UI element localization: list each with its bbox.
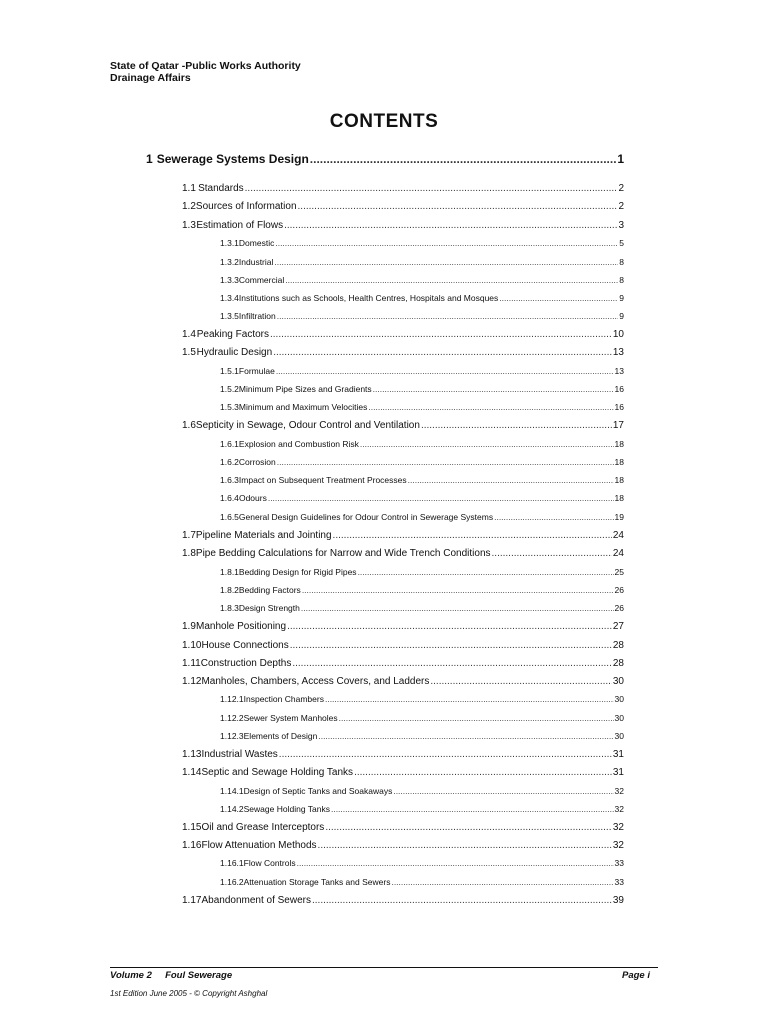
toc-entry-title: Septicity in Sewage, Odour Control and Ventilation [195, 420, 420, 431]
toc-entry-title: Bedding Design for Rigid Pipes [238, 567, 357, 577]
toc-dot-leader [373, 384, 614, 394]
toc-dot-leader [318, 840, 612, 851]
toc-entry[interactable] [182, 220, 624, 231]
header-department: Drainage Affairs [110, 72, 191, 84]
toc-entry[interactable] [182, 749, 624, 760]
toc-entry-title: Standards [198, 183, 244, 194]
toc-entry-title: House Connections [201, 640, 289, 651]
toc-entry-number: 1.3.5 [220, 311, 239, 321]
toc-entry[interactable] [220, 493, 624, 503]
toc-entry-title: Pipeline Materials and Jointing [195, 530, 332, 541]
toc-entry[interactable] [220, 694, 624, 704]
toc-entry-number: 1.2 [182, 201, 196, 212]
toc-entry-page: 25 [614, 567, 624, 577]
toc-entry-page: 31 [612, 767, 624, 778]
toc-entry-title: Industrial [238, 257, 274, 267]
toc-entry-title: Hydraulic Design [196, 347, 273, 358]
toc-dot-leader [279, 749, 612, 760]
toc-entry-number: 1.12.2 [220, 713, 244, 723]
toc-entry-page: 27 [612, 621, 624, 632]
toc-entry[interactable] [146, 152, 624, 166]
toc-entry[interactable] [182, 676, 624, 687]
toc-entry-title: Minimum Pipe Sizes and Gradients [238, 384, 372, 394]
toc-entry-number: 1.8.1 [220, 567, 239, 577]
toc-entry-number: 1.3 [182, 220, 196, 231]
toc-entry[interactable] [220, 384, 624, 394]
toc-dot-leader [358, 567, 614, 577]
toc-dot-leader [268, 493, 614, 503]
toc-entry-number: 1.12.3 [220, 731, 244, 741]
toc-entry-page: 32 [614, 786, 624, 796]
toc-entry-number: 1.9 [182, 621, 196, 632]
toc-entry-number: 1.14.2 [220, 804, 244, 814]
toc-entry-page: 9 [619, 311, 624, 321]
toc-entry[interactable] [182, 329, 624, 340]
toc-entry-page: 30 [612, 676, 624, 687]
toc-dot-leader [245, 183, 618, 194]
toc-entry-title: Bedding Factors [238, 585, 301, 595]
toc-entry-number: 1 [146, 152, 153, 166]
toc-dot-leader [391, 877, 613, 887]
toc-entry-number: 1.14.1 [220, 786, 244, 796]
toc-entry-number: 1.3.3 [220, 275, 239, 285]
toc-entry-title: Explosion and Combustion Risk [238, 439, 359, 449]
toc-dot-leader [354, 767, 612, 778]
toc-entry-title: Impact on Subsequent Treatment Processes [238, 475, 407, 485]
toc-dot-leader [298, 201, 618, 212]
toc-entry-page: 16 [614, 402, 624, 412]
toc-entry-number: 1.4 [182, 329, 196, 340]
toc-entry-number: 1.5.1 [220, 366, 239, 376]
toc-entry[interactable] [220, 713, 624, 723]
toc-dot-leader [292, 658, 612, 669]
toc-entry-number: 1.15 [182, 822, 202, 833]
toc-entry-page: 26 [614, 585, 624, 595]
toc-entry-title: Elements of Design [243, 731, 318, 741]
toc-entry-page: 32 [614, 804, 624, 814]
toc-entry-title: Abandonment of Sewers [201, 895, 311, 906]
toc-entry-page: 24 [612, 530, 624, 541]
toc-entry[interactable] [220, 311, 624, 321]
toc-entry-number: 1.14 [182, 767, 202, 778]
toc-entry[interactable] [182, 640, 624, 651]
toc-entry[interactable] [182, 621, 624, 632]
toc-entry-title: Manhole Positioning [196, 621, 287, 632]
toc-dot-leader [284, 220, 617, 231]
toc-dot-leader [312, 895, 612, 906]
toc-entry-number: 1.12 [182, 676, 202, 687]
toc-entry[interactable] [220, 731, 624, 741]
toc-dot-leader [274, 257, 618, 267]
toc-entry-page: 26 [614, 603, 624, 613]
toc-entry-title: Design Strength [238, 603, 300, 613]
toc-entry-title: Sources of Information [195, 201, 297, 212]
toc-entry[interactable] [182, 822, 624, 833]
toc-entry-title: Attenuation Storage Tanks and Sewers [243, 877, 391, 887]
toc-entry-number: 1.8 [182, 548, 196, 559]
footer-divider [110, 967, 658, 968]
toc-entry[interactable] [220, 475, 624, 485]
toc-entry-title: Odours [238, 493, 267, 503]
toc-entry-page: 24 [612, 548, 624, 559]
toc-dot-leader [275, 238, 618, 248]
toc-entry-number: 1.13 [182, 749, 202, 760]
toc-entry-title: Sewage Holding Tanks [243, 804, 330, 814]
toc-entry-page: 39 [612, 895, 624, 906]
toc-entry[interactable] [220, 804, 624, 814]
toc-entry-page: 9 [619, 293, 624, 303]
toc-entry-page: 33 [614, 877, 624, 887]
toc-entry-number: 1.1 [182, 183, 196, 194]
toc-dot-leader [285, 275, 618, 285]
toc-entry-number: 1.7 [182, 530, 196, 541]
toc-dot-leader [368, 402, 613, 412]
toc-entry-page: 18 [614, 439, 624, 449]
toc-entry-title: Flow Attenuation Methods [201, 840, 317, 851]
footer-volume: Volume 2 Foul Sewerage [110, 970, 233, 981]
toc-entry-page: 5 [619, 238, 624, 248]
toc-entry[interactable] [182, 840, 624, 851]
toc-entry[interactable] [182, 420, 624, 431]
toc-entry-page: 10 [612, 329, 624, 340]
toc-entry-number: 1.5.2 [220, 384, 239, 394]
toc-entry[interactable] [182, 767, 624, 778]
toc-entry[interactable] [182, 201, 624, 212]
toc-entry-page: 31 [612, 749, 624, 760]
toc-entry-page: 17 [612, 420, 624, 431]
toc-entry-page: 8 [619, 257, 624, 267]
page-title: CONTENTS [329, 111, 439, 132]
toc-entry[interactable] [182, 895, 624, 906]
toc-dot-leader [273, 347, 612, 358]
toc-dot-leader [430, 676, 612, 687]
document-header [110, 60, 301, 84]
toc-dot-leader [318, 731, 613, 741]
footer-page-number: Page i [622, 970, 650, 981]
toc-entry[interactable] [220, 293, 624, 303]
toc-dot-leader [494, 512, 613, 522]
toc-entry-title: Inspection Chambers [243, 694, 324, 704]
toc-dot-leader [331, 804, 614, 814]
toc-dot-leader [276, 366, 614, 376]
toc-entry-title: Septic and Sewage Holding Tanks [201, 767, 354, 778]
toc-entry-title: Corrosion [238, 457, 276, 467]
toc-entry-title: Oil and Grease Interceptors [201, 822, 325, 833]
toc-entry-number: 1.6.5 [220, 512, 239, 522]
toc-entry-number: 1.10 [182, 640, 202, 651]
toc-entry-title: Pipe Bedding Calculations for Narrow and Wide Trench Conditions [195, 548, 491, 559]
toc-entry-number: 1.3.1 [220, 238, 239, 248]
toc-entry-number: 1.6.1 [220, 439, 239, 449]
toc-entry-number: 1.5.3 [220, 402, 239, 412]
toc-entry-page: 30 [614, 694, 624, 704]
toc-entry[interactable] [220, 567, 624, 577]
toc-entry-title: Estimation of Flows [196, 220, 284, 231]
toc-entry-number: 1.8.3 [220, 603, 239, 613]
toc-entry-page: 32 [612, 822, 624, 833]
toc-entry-title: Infiltration [238, 311, 276, 321]
toc-entry-title: Construction Depths [200, 658, 292, 669]
toc-entry-page: 3 [618, 220, 624, 231]
toc-entry-number: 1.12.1 [220, 694, 244, 704]
toc-dot-leader [499, 293, 618, 303]
toc-entry-page: 18 [614, 457, 624, 467]
toc-entry[interactable] [220, 275, 624, 285]
toc-entry-title: Commercial [238, 275, 285, 285]
toc-entry-title: Flow Controls [243, 858, 296, 868]
toc-entry-number: 1.8.2 [220, 585, 239, 595]
toc-entry[interactable] [220, 238, 624, 248]
toc-entry-number: 1.5 [182, 347, 196, 358]
toc-entry-title: General Design Guidelines for Odour Control in Sewerage Systems [238, 512, 494, 522]
toc-dot-leader [408, 475, 614, 485]
toc-entry-page: 18 [614, 493, 624, 503]
toc-entry[interactable] [220, 257, 624, 267]
toc-dot-leader [301, 603, 614, 613]
toc-entry-title: Sewer System Manholes [243, 713, 338, 723]
toc-entry-page: 2 [618, 201, 624, 212]
toc-entry-title: Design of Septic Tanks and Soakaways [243, 786, 393, 796]
toc-entry-number: 1.17 [182, 895, 202, 906]
toc-entry-number: 1.3.2 [220, 257, 239, 267]
toc-entry-number: 1.6.3 [220, 475, 239, 485]
toc-entry[interactable] [220, 877, 624, 887]
toc-dot-leader [325, 694, 614, 704]
toc-entry-number: 1.16.2 [220, 877, 244, 887]
toc-entry-page: 30 [614, 713, 624, 723]
toc-entry-page: 19 [614, 512, 624, 522]
toc-entry-number: 1.3.4 [220, 293, 239, 303]
toc-entry-title: Domestic [238, 238, 275, 248]
footer-edition: 1st Edition June 2005 - © Copyright Ashghal [110, 989, 268, 998]
toc-dot-leader [297, 858, 614, 868]
toc-dot-leader [310, 152, 617, 166]
toc-entry-title: Institutions such as Schools, Health Centres, Hospitals and Mosques [238, 293, 499, 303]
toc-entry[interactable] [220, 512, 624, 522]
toc-entry-number: 1.16.1 [220, 858, 244, 868]
toc-entry-page: 1 [617, 152, 624, 166]
toc-entry-page: 32 [612, 840, 624, 851]
toc-dot-leader [339, 713, 614, 723]
toc-entry-number: 1.6.2 [220, 457, 239, 467]
toc-entry-number: 1.6.4 [220, 493, 239, 503]
toc-entry[interactable] [182, 658, 624, 669]
toc-entry[interactable] [220, 585, 624, 595]
toc-entry-page: 33 [614, 858, 624, 868]
toc-dot-leader [492, 548, 612, 559]
toc-entry[interactable] [220, 366, 624, 376]
toc-dot-leader [421, 420, 612, 431]
toc-entry-title: Peaking Factors [196, 329, 269, 340]
toc-entry[interactable] [220, 439, 624, 449]
toc-entry[interactable] [182, 530, 624, 541]
toc-entry-page: 28 [612, 640, 624, 651]
toc-dot-leader [277, 457, 614, 467]
toc-entry-number: 1.16 [182, 840, 202, 851]
toc-entry-title: Industrial Wastes [201, 749, 278, 760]
toc-entry-page: 30 [614, 731, 624, 741]
toc-dot-leader [287, 621, 612, 632]
toc-dot-leader [277, 311, 619, 321]
toc-entry[interactable] [220, 402, 624, 412]
toc-entry[interactable] [220, 858, 624, 868]
toc-entry[interactable] [182, 183, 624, 194]
toc-entry-title: Minimum and Maximum Velocities [238, 402, 368, 412]
toc-dot-leader [360, 439, 614, 449]
toc-entry-page: 13 [612, 347, 624, 358]
toc-entry-page: 18 [614, 475, 624, 485]
toc-entry-page: 8 [619, 275, 624, 285]
toc-dot-leader [393, 786, 613, 796]
toc-dot-leader [333, 530, 612, 541]
toc-dot-leader [270, 329, 612, 340]
toc-dot-leader [325, 822, 612, 833]
toc-entry[interactable] [182, 347, 624, 358]
toc-entry[interactable] [182, 548, 624, 559]
toc-dot-leader [302, 585, 614, 595]
header-organization: State of Qatar -Public Works Authority [110, 60, 301, 72]
toc-entry-page: 2 [618, 183, 624, 194]
toc-entry-page: 28 [612, 658, 624, 669]
toc-entry-page: 13 [614, 366, 624, 376]
toc-entry[interactable] [220, 457, 624, 467]
toc-entry-number: 1.11 [182, 658, 201, 669]
toc-entry-number: 1.6 [182, 420, 196, 431]
toc-entry[interactable] [220, 603, 624, 613]
toc-entry-title: Formulae [238, 366, 275, 376]
toc-entry-title: Sewerage Systems Design [156, 152, 309, 166]
toc-entry[interactable] [220, 786, 624, 796]
toc-entry-title: Manholes, Chambers, Access Covers, and Ladders [201, 676, 430, 687]
toc-entry-page: 16 [614, 384, 624, 394]
toc-dot-leader [290, 640, 612, 651]
